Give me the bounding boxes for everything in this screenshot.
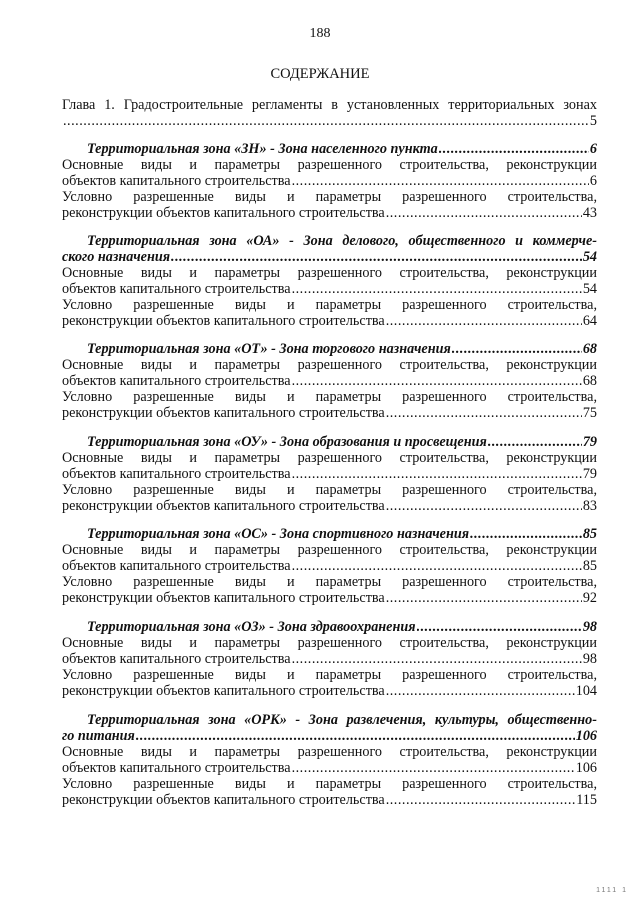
zone-page: 54 [582, 249, 597, 265]
dot-leader [292, 651, 582, 667]
entry-line: Основные виды и параметры разрешенного строительства, реконструкции [62, 542, 597, 558]
entry-leader-line [62, 313, 597, 329]
zone-section [62, 434, 597, 514]
entry-conditional-types[interactable] [62, 667, 597, 699]
dot-leader [63, 113, 589, 129]
entry-text: объектов капитального строительства [62, 760, 291, 776]
dot-leader [386, 205, 582, 221]
zone-heading-text: Территориальная зона «ОЗ» - Зона здравоохранения [87, 619, 416, 635]
entry-leader-line [62, 590, 597, 606]
entry-page: 83 [582, 498, 597, 514]
zone-heading[interactable] [62, 141, 597, 157]
zone-heading[interactable] [62, 712, 597, 744]
dot-leader [488, 434, 582, 450]
zone-heading-text: Территориальная зона «ОТ» - Зона торгового назначения [87, 341, 451, 357]
zone-leader-line [62, 434, 597, 450]
entry-page: 64 [582, 313, 597, 329]
entry-line: Основные виды и параметры разрешенного строительства, реконструкции [62, 635, 597, 651]
zone-leader-line [62, 728, 597, 744]
zone-leader-line [62, 141, 597, 157]
entry-page: 104 [575, 683, 597, 699]
entry-text: объектов капитального строительства [62, 651, 291, 667]
dot-leader [171, 249, 582, 265]
entry-leader-line [62, 683, 597, 699]
entry-line: Условно разрешенные виды и параметры разрешенного строительства, [62, 574, 597, 590]
entry-page: 85 [582, 558, 597, 574]
zone-leader-line [62, 526, 597, 542]
entry-line: Условно разрешенные виды и параметры разрешенного строительства, [62, 389, 597, 405]
toc-title: СОДЕРЖАНИЕ [270, 66, 370, 82]
dot-leader [292, 466, 582, 482]
entry-leader-line [62, 651, 597, 667]
entry-text: реконструкции объектов капитального строительства [62, 405, 385, 421]
zone-section [62, 141, 597, 221]
entry-leader-line [62, 281, 597, 297]
zone-section [62, 233, 597, 329]
entry-line: Основные виды и параметры разрешенного строительства, реконструкции [62, 744, 597, 760]
zone-heading[interactable] [62, 526, 597, 542]
dot-leader [386, 498, 582, 514]
entry-leader-line [62, 792, 597, 808]
zone-leader-line [62, 619, 597, 635]
zone-page: 68 [582, 341, 597, 357]
zone-section [62, 526, 597, 606]
chapter-leader-line [62, 113, 597, 129]
entry-text: объектов капитального строительства [62, 281, 291, 297]
zone-section [62, 619, 597, 699]
entry-page: 98 [582, 651, 597, 667]
zone-heading[interactable] [62, 233, 597, 265]
dot-leader [386, 683, 575, 699]
zone-heading-text: го питания [62, 728, 135, 744]
entry-page: 92 [582, 590, 597, 606]
dot-leader [452, 341, 582, 357]
zone-section [62, 712, 597, 808]
zone-heading-text: Территориальная зона «ЗН» - Зона населенного пункта [87, 141, 438, 157]
entry-conditional-types[interactable] [62, 482, 597, 514]
dot-leader [292, 373, 582, 389]
dot-leader [292, 281, 582, 297]
dot-leader [417, 619, 582, 635]
entry-leader-line [62, 205, 597, 221]
entry-line: Основные виды и параметры разрешенного строительства, реконструкции [62, 450, 597, 466]
zone-section [62, 341, 597, 421]
zone-leader-line [62, 341, 597, 357]
entry-page: 54 [582, 281, 597, 297]
zone-heading-text: ского назначения [62, 249, 171, 265]
entry-text: реконструкции объектов капитального строительства [62, 205, 385, 221]
dot-leader [386, 590, 582, 606]
entry-conditional-types[interactable] [62, 574, 597, 606]
zone-page: 85 [582, 526, 597, 542]
entry-text: объектов капитального строительства [62, 466, 291, 482]
entry-line: Условно разрешенные виды и параметры разрешенного строительства, [62, 297, 597, 313]
entry-main-types[interactable] [62, 265, 597, 297]
entry-text: реконструкции объектов капитального строительства [62, 313, 385, 329]
dot-leader [292, 760, 575, 776]
zone-leader-line [62, 249, 597, 265]
zone-page: 106 [575, 728, 597, 744]
chapter-page: 5 [589, 113, 597, 129]
dot-leader [386, 405, 582, 421]
entry-page: 43 [582, 205, 597, 221]
entry-page: 6 [589, 173, 597, 189]
zone-heading-line: Территориальная зона «ОА» - Зона делового, общественного и коммерче- [87, 233, 597, 249]
entry-page: 106 [575, 760, 597, 776]
zone-heading-text: Территориальная зона «ОС» - Зона спортивного назначения [87, 526, 470, 542]
entry-leader-line [62, 760, 597, 776]
zone-heading[interactable] [62, 434, 597, 450]
zone-heading-line: Территориальная зона «ОРК» - Зона развлечения, культуры, общественно- [87, 712, 597, 728]
entry-main-types[interactable] [62, 357, 597, 389]
entry-text: объектов капитального строительства [62, 173, 291, 189]
zone-heading-text: Территориальная зона «ОУ» - Зона образования и просвещения [87, 434, 487, 450]
entry-text: объектов капитального строительства [62, 558, 291, 574]
chapter-title: Глава 1. Градостроительные регламенты в установленных территориальных зонах [62, 97, 597, 113]
entry-conditional-types[interactable] [62, 776, 597, 808]
entry-main-types[interactable] [62, 635, 597, 667]
entry-page: 115 [576, 792, 597, 808]
chapter-entry [62, 97, 597, 129]
zone-heading[interactable] [62, 341, 597, 357]
entry-line: Основные виды и параметры разрешенного строительства, реконструкции [62, 157, 597, 173]
entry-leader-line [62, 498, 597, 514]
entry-conditional-types[interactable] [62, 389, 597, 421]
zone-page: 79 [582, 434, 597, 450]
entry-line: Основные виды и параметры разрешенного строительства, реконструкции [62, 357, 597, 373]
entry-line: Основные виды и параметры разрешенного строительства, реконструкции [62, 265, 597, 281]
entry-line: Условно разрешенные виды и параметры разрешенного строительства, [62, 189, 597, 205]
entry-page: 68 [582, 373, 597, 389]
entry-leader-line [62, 405, 597, 421]
entry-text: реконструкции объектов капитального строительства [62, 683, 385, 699]
entry-leader-line [62, 558, 597, 574]
entry-line: Условно разрешенные виды и параметры разрешенного строительства, [62, 776, 597, 792]
dot-leader [386, 792, 576, 808]
entry-main-types[interactable] [62, 744, 597, 776]
entry-main-types[interactable] [62, 542, 597, 574]
entry-text: реконструкции объектов капитального строительства [62, 792, 385, 808]
dot-leader [292, 173, 589, 189]
entry-text: реконструкции объектов капитального строительства [62, 498, 385, 514]
zone-page: 6 [589, 141, 597, 157]
entry-conditional-types[interactable] [62, 189, 597, 221]
entry-text: объектов капитального строительства [62, 373, 291, 389]
dot-leader [470, 526, 582, 542]
entry-main-types[interactable] [62, 157, 597, 189]
dot-leader [292, 558, 582, 574]
page-number: 188 [309, 26, 331, 41]
entry-leader-line [62, 373, 597, 389]
entry-leader-line [62, 466, 597, 482]
entry-page: 75 [582, 405, 597, 421]
dot-leader [136, 728, 575, 744]
dot-leader [386, 313, 582, 329]
entry-line: Условно разрешенные виды и параметры разрешенного строительства, [62, 482, 597, 498]
footer-mark: 1111 1 [596, 887, 628, 894]
entry-conditional-types[interactable] [62, 297, 597, 329]
zone-heading[interactable] [62, 619, 597, 635]
entry-text: реконструкции объектов капитального строительства [62, 590, 385, 606]
dot-leader [439, 141, 589, 157]
zone-page: 98 [582, 619, 597, 635]
entry-leader-line [62, 173, 597, 189]
entry-main-types[interactable] [62, 450, 597, 482]
entry-line: Условно разрешенные виды и параметры разрешенного строительства, [62, 667, 597, 683]
entry-page: 79 [582, 466, 597, 482]
